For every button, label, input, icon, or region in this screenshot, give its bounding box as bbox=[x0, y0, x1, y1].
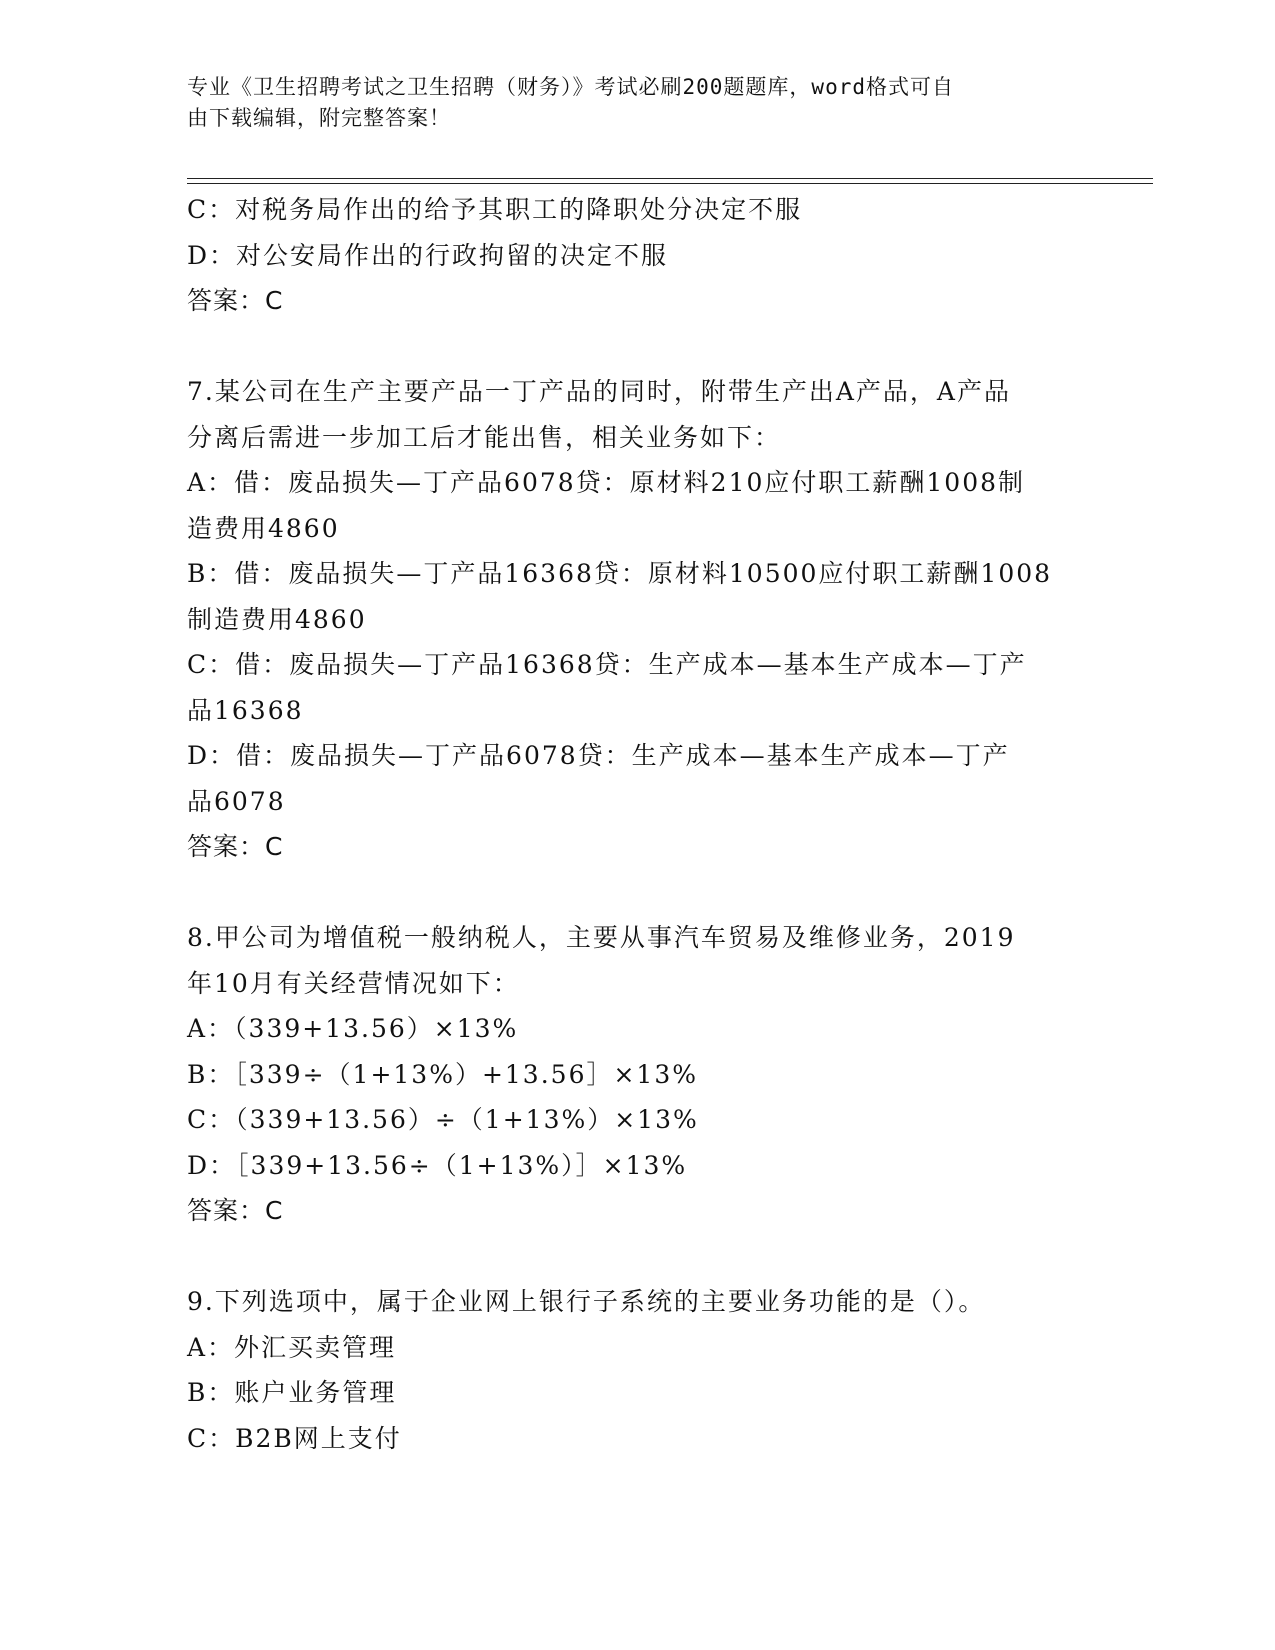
option-a: A：（339+13.56）×13% bbox=[187, 1014, 519, 1043]
option-d: D：借：废品损失—丁产品6078贷：生产成本—基本生产成本—丁产 bbox=[187, 741, 1010, 770]
option-a: A：外汇买卖管理 bbox=[187, 1332, 397, 1362]
option-d: D：对公安局作出的行政拘留的决定不服 bbox=[187, 240, 669, 270]
question-stem: 8.甲公司为增值税一般纳税人，主要从事汽车贸易及维修业务，2019 bbox=[187, 923, 1016, 952]
question-9 bbox=[187, 1279, 1087, 1461]
option-d: D：［339+13.56÷（1+13%）］×13% bbox=[187, 1150, 688, 1180]
question-7 bbox=[187, 369, 1087, 870]
header-rule-bottom bbox=[187, 183, 1153, 184]
option-a-cont: 造费用4860 bbox=[187, 513, 340, 543]
spacer bbox=[187, 1234, 1087, 1280]
option-b: B：［339÷（1+13%）+13.56］×13% bbox=[187, 1059, 698, 1089]
document-header bbox=[187, 72, 1067, 134]
question-stem: 年10月有关经营情况如下： bbox=[187, 968, 520, 998]
spacer bbox=[187, 870, 1087, 916]
question-6 bbox=[187, 187, 1087, 324]
option-b-cont: 制造费用4860 bbox=[187, 604, 367, 634]
option-c: C：对税务局作出的给予其职工的降职处分决定不服 bbox=[187, 195, 803, 224]
question-8 bbox=[187, 915, 1087, 1234]
option-c: C：B2B网上支付 bbox=[187, 1423, 402, 1453]
question-stem: 分离后需进一步加工后才能出售，相关业务如下： bbox=[187, 422, 782, 452]
header-line-1: 专业《卫生招聘考试之卫生招聘（财务）》考试必刷200题题库，word格式可自 bbox=[187, 75, 954, 99]
answer: 答案：C bbox=[187, 1196, 284, 1225]
spacer bbox=[187, 324, 1087, 370]
answer: 答案：C bbox=[187, 286, 284, 315]
header-line-2: 由下载编辑，附完整答案！ bbox=[187, 106, 451, 130]
option-a: A：借：废品损失—丁产品6078贷：原材料210应付职工薪酬1008制 bbox=[187, 468, 1026, 497]
option-d-cont: 品6078 bbox=[187, 786, 286, 816]
header-rule-top bbox=[187, 178, 1153, 179]
option-c: C：（339+13.56）÷（1+13%）×13% bbox=[187, 1105, 699, 1134]
option-c-cont: 品16368 bbox=[187, 695, 304, 725]
option-b: B：借：废品损失—丁产品16368贷：原材料10500应付职工薪酬1008 bbox=[187, 559, 1053, 588]
question-stem: 7.某公司在生产主要产品一丁产品的同时，附带生产出A产品，A产品 bbox=[187, 377, 1011, 406]
option-c: C：借：废品损失—丁产品16368贷：生产成本—基本生产成本—丁产 bbox=[187, 650, 1027, 679]
option-b: B：账户业务管理 bbox=[187, 1378, 397, 1407]
document-body bbox=[187, 187, 1087, 1461]
answer: 答案：C bbox=[187, 832, 284, 861]
question-stem: 9.下列选项中，属于企业网上银行子系统的主要业务功能的是（）。 bbox=[187, 1287, 986, 1316]
